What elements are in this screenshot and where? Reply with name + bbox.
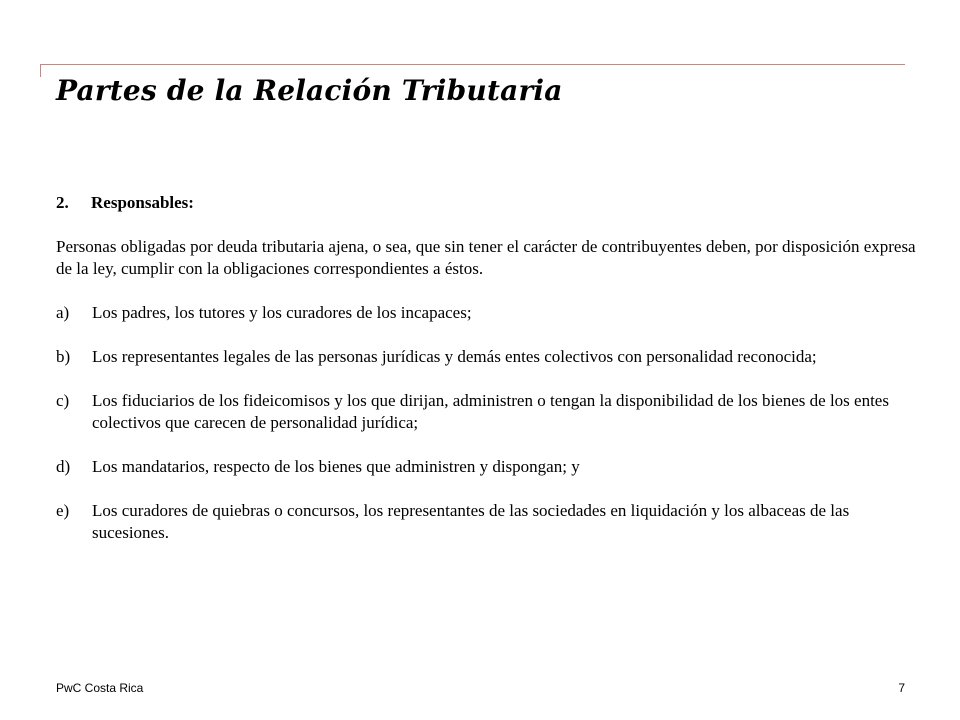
footer-company: PwC Costa Rica <box>56 681 144 695</box>
list-marker: b) <box>56 347 71 366</box>
section-heading <box>56 192 916 214</box>
page-number: 7 <box>898 681 905 695</box>
section-number: 2. <box>56 193 69 212</box>
list-item-text: Los fiduciarios de los fideicomisos y los que dirijan, administren o tengan la disponibilidad de los bienes de los entes colectivos que carecen de personalidad jurídica; <box>92 391 889 432</box>
list-item-e <box>56 500 916 544</box>
intro-paragraph: Personas obligadas por deuda tributaria ajena, o sea, que sin tener el carácter de contribuyentes deben, por disposición expresa de la ley, cumplir con la obligaciones correspondientes a éstos. <box>56 237 916 278</box>
list-item-b <box>56 346 916 368</box>
list-marker: e) <box>56 501 70 520</box>
list-marker: d) <box>56 457 71 476</box>
section-heading-text: Responsables: <box>91 193 194 212</box>
list-item-text: Los representantes legales de las personas jurídicas y demás entes colectivos con personalidad reconocida; <box>92 347 817 366</box>
list-item-d <box>56 456 916 478</box>
title-rule-tick <box>40 64 41 77</box>
list-item-text: Los padres, los tutores y los curadores de los incapaces; <box>92 303 472 322</box>
slide-body <box>56 192 916 566</box>
list-item-a <box>56 302 916 324</box>
list-item-text: Los mandatarios, respecto de los bienes que administren y dispongan; y <box>92 457 580 476</box>
list-item-text: Los curadores de quiebras o concursos, los representantes de las sociedades en liquidación y los albaceas de las sucesiones. <box>92 501 850 542</box>
list-marker: a) <box>56 303 70 322</box>
list-marker: c) <box>56 391 70 410</box>
title-rule <box>40 64 905 65</box>
list-item-c <box>56 390 916 434</box>
slide-title: Partes de la Relación Tributaria <box>56 74 563 107</box>
